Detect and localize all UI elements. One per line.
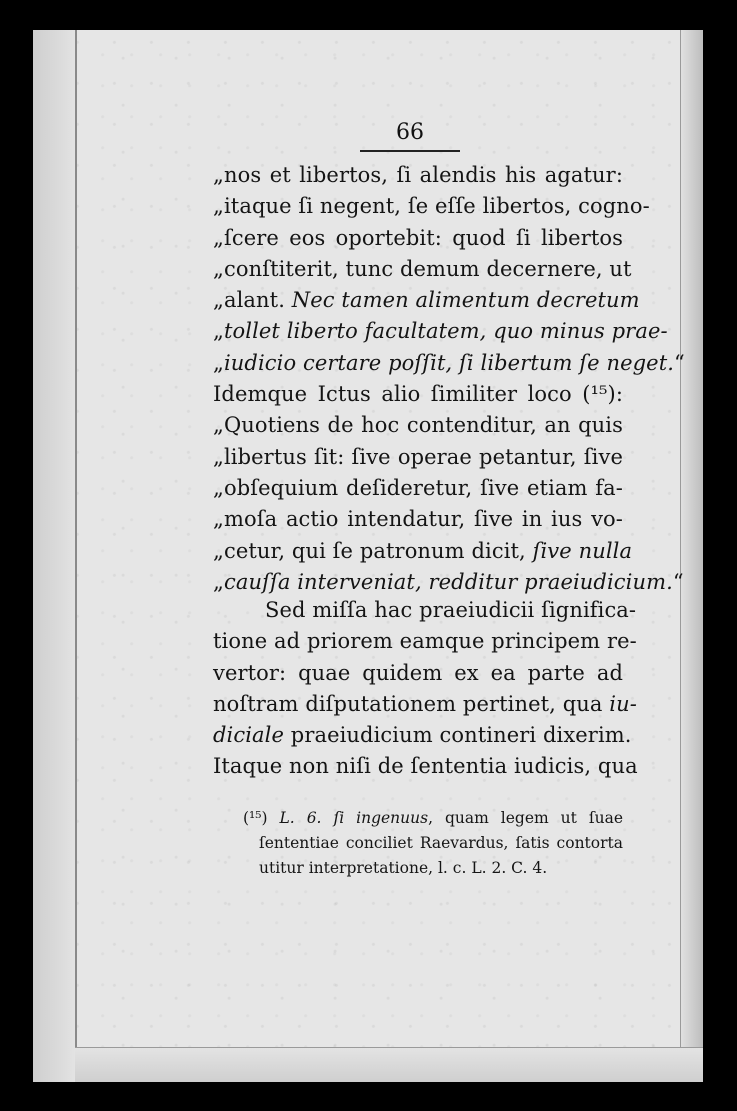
text-line <box>213 223 623 254</box>
text-line <box>213 626 637 657</box>
text-line <box>213 658 623 689</box>
page-fold-edge <box>680 30 703 1082</box>
text-line <box>213 285 640 316</box>
text-line <box>213 504 623 535</box>
text-run: “ <box>672 569 684 594</box>
text-line <box>213 567 684 598</box>
text-run: „moſa actio intendatur, ſive in ius vo- <box>213 507 623 532</box>
italic-run: iudicio certare poſſit, ſi libertum ſe neget. <box>223 350 675 375</box>
footnote-line <box>243 856 623 881</box>
paragraph-continuation <box>213 160 685 598</box>
footnote-15 <box>243 806 623 881</box>
page-binding-edge <box>33 30 77 1082</box>
text-run: „alant. <box>213 288 292 313</box>
text-run: „libertus ſit: ſive operae petantur, ſive <box>213 444 623 469</box>
page-number-rule <box>360 150 460 152</box>
text-run: „itaque ſi negent, ſe eſſe libertos, cogno- <box>213 194 650 219</box>
text-run: „ <box>213 569 224 594</box>
italic-run: cauſſa interveniat, redditur praeiudicium. <box>223 569 673 594</box>
text-line <box>213 595 637 626</box>
text-line <box>213 536 633 567</box>
text-run: utitur interpretatione, l. c. L. 2. C. 4. <box>259 859 548 877</box>
page-bottom-edge <box>75 1047 703 1082</box>
text-line <box>213 254 632 285</box>
text-line <box>213 410 623 441</box>
text-run: praeiudicium contineri dixerim. <box>284 723 632 748</box>
italic-run: diciale <box>213 723 285 748</box>
text-run: ſententiae conciliet Raevardus, ſatis contorta <box>259 834 623 852</box>
italic-run: tollet liberto facultatem, quo minus prae- <box>223 319 668 344</box>
text-run: (¹⁵) <box>243 809 280 827</box>
italic-run: ſive nulla <box>532 538 633 563</box>
text-run: „ <box>213 319 224 344</box>
text-run: “ <box>674 350 685 375</box>
text-line <box>213 473 623 504</box>
footnote-line <box>243 806 623 831</box>
text-run: „ <box>213 350 224 375</box>
text-line <box>213 316 668 347</box>
text-line <box>213 720 632 751</box>
text-run: „ſcere eos oportebit: quod ſi libertos <box>213 225 623 250</box>
text-line <box>213 160 623 191</box>
text-line <box>213 191 650 222</box>
text-line <box>213 689 637 720</box>
text-run: Itaque non niſi de ſententia iudicis, qua <box>213 754 638 779</box>
footnote-line <box>243 831 623 856</box>
text-run: „conſtiterit, tunc demum decernere, ut <box>213 256 632 281</box>
italic-run: Nec tamen alimentum decretum <box>291 288 640 313</box>
paragraph-sed-missa <box>213 595 638 783</box>
text-run: „Quotiens de hoc contenditur, an quis <box>213 413 623 438</box>
text-run: „nos et libertos, ſi alendis his agatur: <box>213 163 623 187</box>
italic-run: iu- <box>609 691 637 716</box>
italic-run: L. 6. ſi ingenuus <box>279 809 429 827</box>
text-line <box>213 442 623 473</box>
text-run: , quam legem ut ſuae <box>428 809 623 827</box>
text-run: Idemque Ictus alio ſimiliter loco (¹⁵): <box>213 382 623 407</box>
text-run: „obſequium deſideretur, ſive etiam fa- <box>213 475 623 500</box>
text-line <box>213 379 623 410</box>
page-number: 66 <box>396 120 424 145</box>
text-line <box>213 751 638 782</box>
text-run: noſtram diſputationem pertinet, qua <box>213 691 610 716</box>
text-run: tione ad priorem eamque principem re- <box>213 629 637 654</box>
text-line <box>213 348 685 379</box>
text-run: vertor: quae quidem ex ea parte ad <box>213 660 623 685</box>
text-run: Sed miſſa hac praeiudicii ſignifica- <box>265 598 637 622</box>
text-run: „cetur, qui ſe patronum dicit, <box>213 538 533 563</box>
